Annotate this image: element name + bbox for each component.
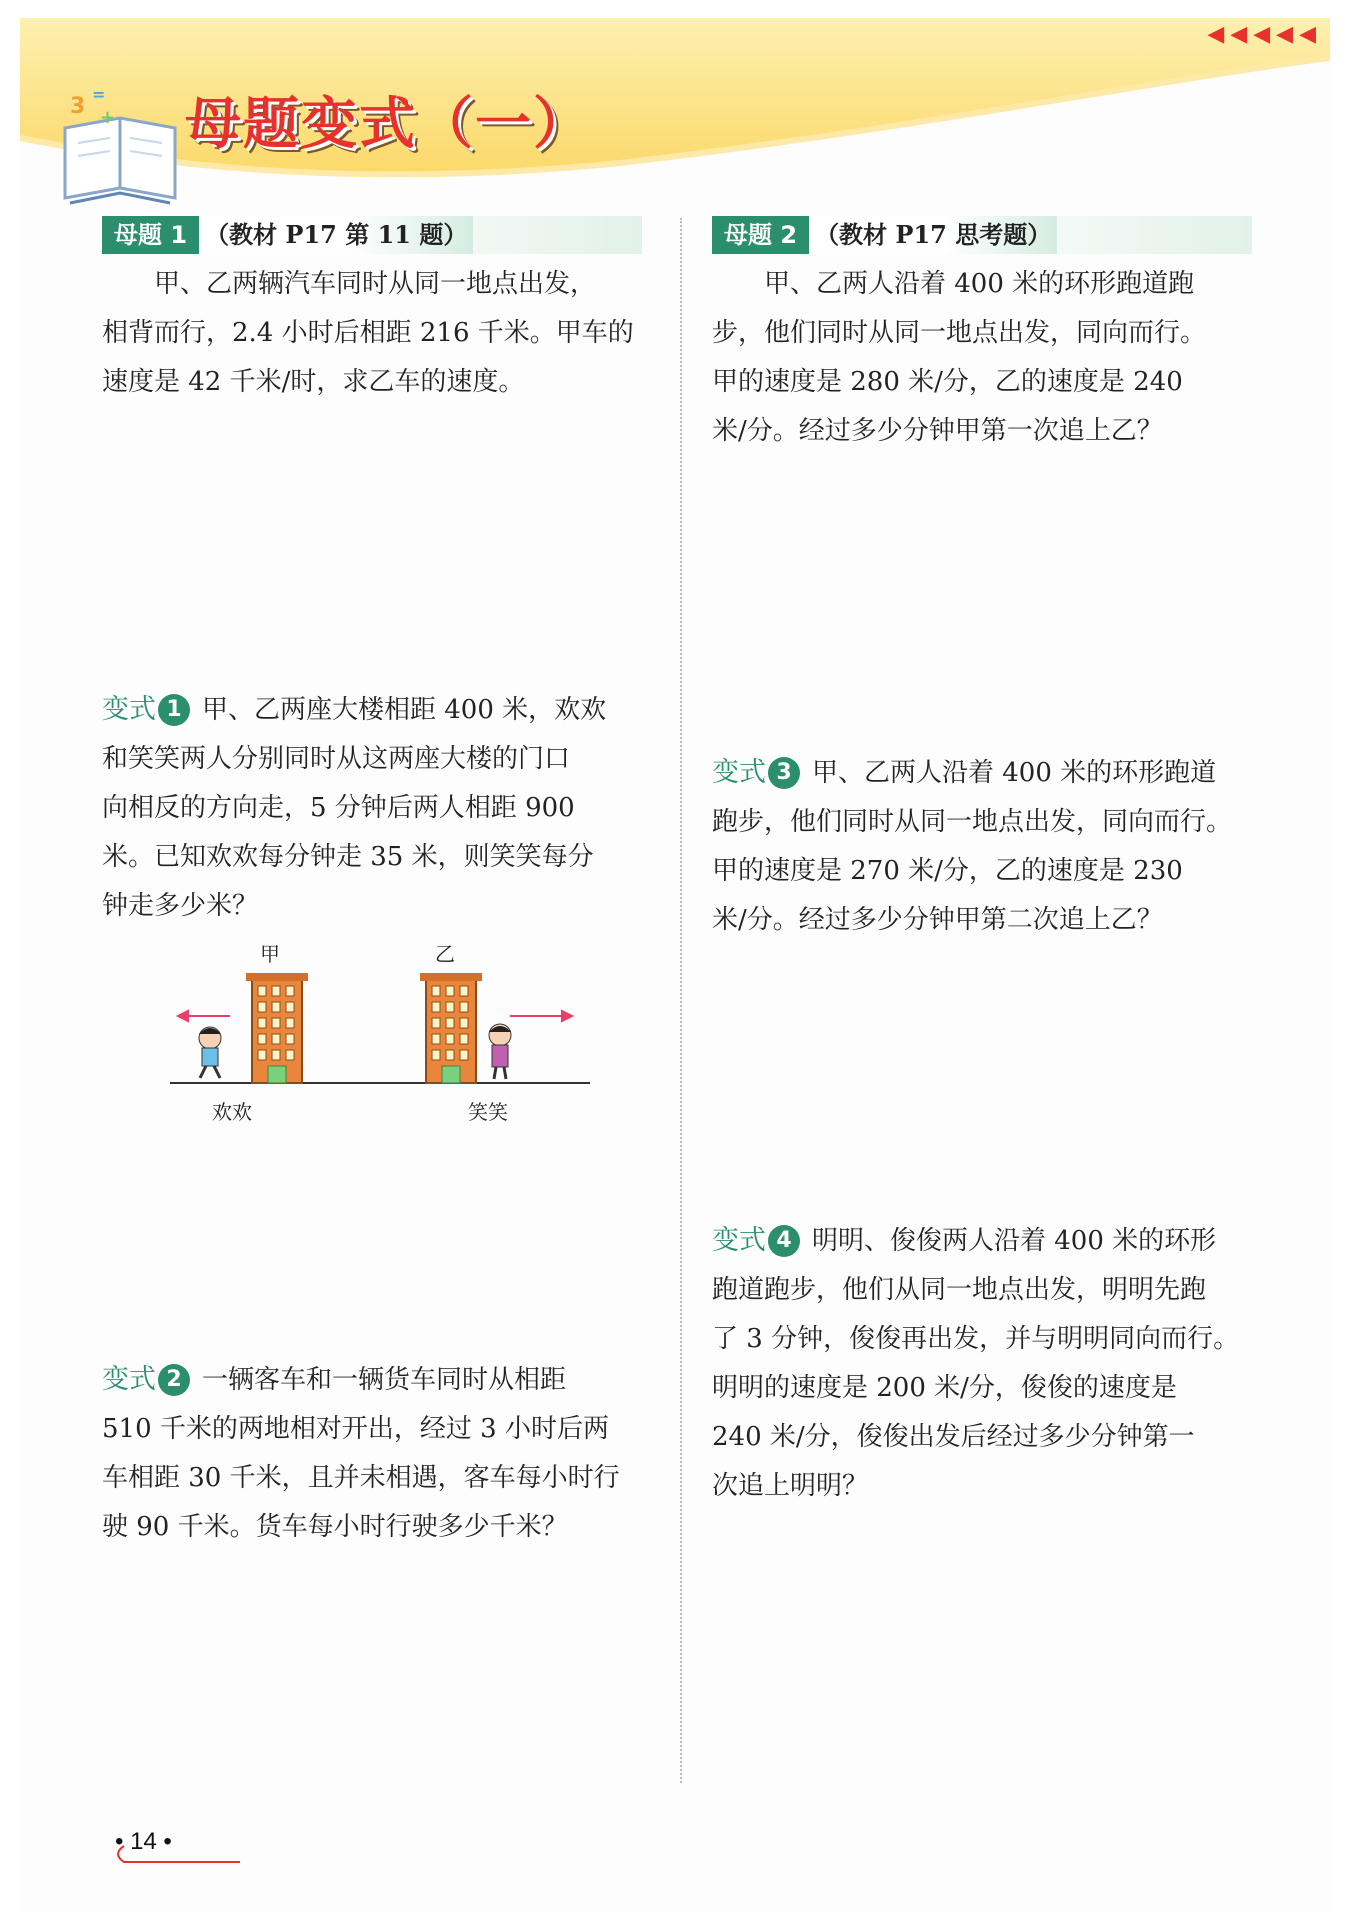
variant-4: [712, 1216, 1252, 1511]
variant-label-text: 变式: [102, 694, 156, 725]
page-title: 母题变式（一）: [185, 92, 591, 157]
building-a: [246, 973, 308, 1083]
text-line: [712, 748, 1252, 798]
decorative-triangles: ◀◀◀◀◀: [1207, 22, 1322, 47]
text-line: 步，他们同时从同一地点出发，同向而行。: [712, 318, 1207, 348]
mother-problem-2: [712, 216, 1242, 456]
text-line: 甲、乙两辆汽车同时从同一地点出发，: [154, 269, 597, 299]
text-line: 米。已知欢欢每分钟走 35 米，则笑笑每分: [102, 842, 594, 872]
column-divider: [680, 218, 682, 1783]
text-line: [712, 1216, 1252, 1266]
person-huanhuan-label: 欢欢: [212, 1100, 252, 1124]
variant-1-text: [102, 685, 642, 931]
text-line: 甲的速度是 280 米/分，乙的速度是 240: [712, 367, 1183, 397]
text-line: 车相距 30 千米，且并未相遇，客车每小时行: [102, 1463, 620, 1493]
mother-problem-1: [102, 216, 642, 407]
variant-number-badge: 3: [768, 757, 800, 789]
variant-number-badge: 2: [158, 1364, 190, 1396]
text-line: 和笑笑两人分别同时从这两座大楼的门口: [102, 744, 571, 774]
text-line: 甲、乙两人沿着 400 米的环形跑道跑: [764, 269, 1195, 299]
mother-problem-2-source: （教材 P17 思考题）: [809, 216, 1057, 254]
arrows: [178, 1011, 572, 1021]
variant-4-text: [712, 1216, 1252, 1511]
kid-huanhuan: [199, 1027, 221, 1078]
variant-3-label: [712, 757, 800, 788]
mother-problem-2-header: [712, 216, 1252, 254]
text-line: 跑道跑步，他们从同一地点出发，明明先跑: [712, 1275, 1207, 1305]
text-line-content: 一辆客车和一辆货车同时从相距: [202, 1365, 567, 1395]
building-b: [420, 973, 482, 1083]
variant-label-text: 变式: [712, 1225, 766, 1256]
mother-problem-1-source: （教材 P17 第 11 题）: [199, 216, 473, 254]
svg-text:3: 3: [70, 94, 86, 119]
page-number: • 14 •: [115, 1828, 172, 1855]
variant-4-label: [712, 1225, 800, 1256]
text-line-content: 明明、俊俊两人沿着 400 米的环形: [812, 1226, 1217, 1256]
variant-3: [712, 748, 1252, 945]
text-line: 驶 90 千米。货车每小时行驶多少千米？: [102, 1512, 568, 1542]
svg-text:=: =: [92, 85, 106, 104]
variant-1-figure: [170, 938, 590, 1128]
text-line: 相背而行，2.4 小时后相距 216 千米。甲车的: [102, 318, 634, 348]
variant-1: [102, 685, 642, 931]
building-b-label: 乙: [435, 942, 455, 966]
text-line: 了 3 分钟，俊俊再出发，并与明明同向而行。: [712, 1324, 1240, 1354]
text-line: 钟走多少米？: [102, 891, 259, 921]
text-line: 米/分。经过多少分钟甲第二次追上乙？: [712, 905, 1163, 935]
mother-problem-2-text: [712, 260, 1242, 456]
kid-xiaoxiao: [489, 1024, 511, 1079]
variant-3-text: [712, 748, 1252, 945]
svg-text:+: +: [100, 107, 116, 128]
variant-2-label: [102, 1364, 190, 1395]
text-line: 向相反的方向走，5 分钟后两人相距 900: [102, 793, 575, 823]
variant-label-text: 变式: [102, 1364, 156, 1395]
text-line: [102, 1355, 642, 1405]
mother-problem-1-header: [102, 216, 642, 254]
person-xiaoxiao-label: 笑笑: [468, 1100, 508, 1124]
text-line: 米/分。经过多少分钟甲第一次追上乙？: [712, 416, 1163, 446]
text-line: 明明的速度是 200 米/分，俊俊的速度是: [712, 1373, 1177, 1403]
building-a-label: 甲: [260, 942, 280, 966]
text-line: [102, 685, 642, 735]
variant-number-badge: 4: [768, 1225, 800, 1257]
variant-2: [102, 1355, 642, 1552]
variant-2-text: [102, 1355, 642, 1552]
text-line: 跑步，他们同时从同一地点出发，同向而行。: [712, 807, 1233, 837]
variant-label-text: 变式: [712, 757, 766, 788]
text-line: 510 千米的两地相对开出，经过 3 小时后两: [102, 1414, 609, 1444]
text-line: 240 米/分，俊俊出发后经过多少分钟第一: [712, 1422, 1195, 1452]
mother-problem-1-text: [102, 260, 642, 407]
mother-problem-1-tag: 母题 1: [102, 216, 199, 254]
text-line: 次追上明明？: [712, 1471, 869, 1501]
workbook-page: [20, 18, 1330, 1913]
text-line: 速度是 42 千米/时，求乙车的速度。: [102, 367, 525, 397]
text-line: 甲的速度是 270 米/分，乙的速度是 230: [712, 856, 1183, 886]
variant-number-badge: 1: [158, 694, 190, 726]
text-line-content: 甲、乙两座大楼相距 400 米，欢欢: [202, 695, 607, 725]
variant-1-label: [102, 694, 190, 725]
text-line-content: 甲、乙两人沿着 400 米的环形跑道: [812, 758, 1217, 788]
mother-problem-2-tag: 母题 2: [712, 216, 809, 254]
